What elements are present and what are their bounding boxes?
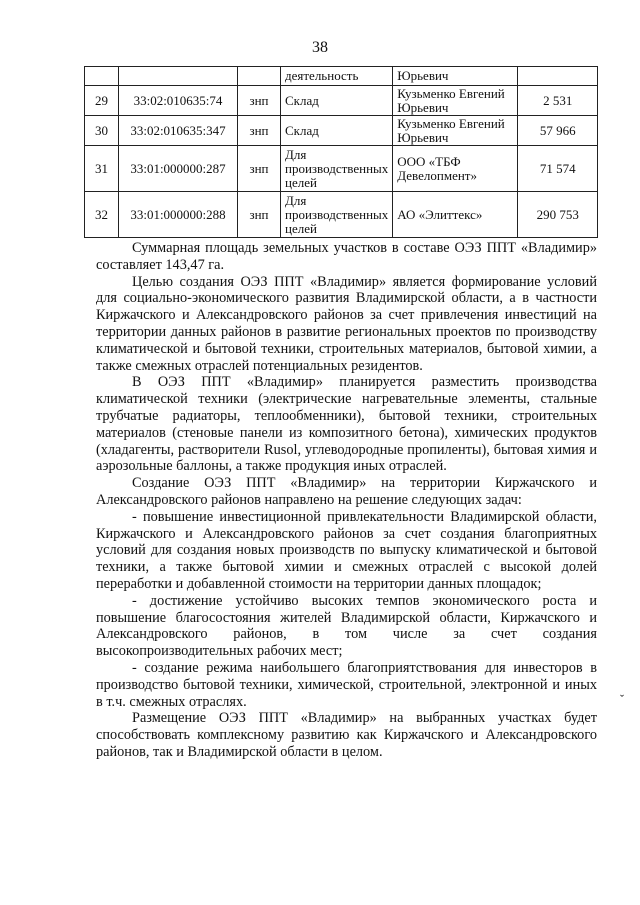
purpose-paragraph: Целью создания ОЭЗ ППТ «Владимир» является формирование условий для социально-экономического развития Владимирской области, а в частности Киржачского и Александровского районов за счет привлечения инвестиций на территории данных районов в развитие региональных проектов по производству климатической и бытовой техники, строительных материалов, бытовой химии, а также смежных отраслей потенциальных резидентов.: [96, 273, 597, 374]
owner-cell: Кузьменко Евгений Юрьевич: [393, 86, 518, 116]
owner-cell: АО «Элиттекс»: [393, 192, 518, 238]
area-cell: 290 753: [518, 192, 598, 238]
cadastral-number-cell: [119, 67, 238, 86]
land-category-cell: знп: [238, 116, 281, 146]
page-number: 38: [312, 39, 328, 56]
document-body: [96, 240, 597, 761]
land-category-cell: [238, 67, 281, 86]
permitted-use-cell: Для производственных целей: [281, 192, 393, 238]
row-number-cell: 31: [85, 146, 119, 192]
table-row: [85, 67, 598, 86]
area-cell: 71 574: [518, 146, 598, 192]
permitted-use-cell: Для производственных целей: [281, 146, 393, 192]
objective-growth-paragraph: - достижение устойчиво высоких темпов экономического роста и повышение благосостояния жителей Владимирской области, Киржачского и Александровского районов, в том числе за счет создания высокопроизводительных рабочих мест;: [96, 592, 597, 660]
table-row: [85, 86, 598, 116]
land-category-cell: знп: [238, 86, 281, 116]
owner-cell: ООО «ТБФ Девелопмент»: [393, 146, 518, 192]
permitted-use-cell: Склад: [281, 116, 393, 146]
land-category-cell: знп: [238, 146, 281, 192]
cadastral-number-cell: 33:02:010635:74: [119, 86, 238, 116]
owner-cell: Юрьевич: [393, 67, 518, 86]
table-row: [85, 116, 598, 146]
permitted-use-cell: деятельность: [281, 67, 393, 86]
table-row: [85, 192, 598, 238]
row-number-cell: [85, 67, 119, 86]
objective-regime-paragraph: - создание режима наибольшего благоприятствования для инвесторов в производство бытовой техники, химической, строительной, электронной и иных в т.ч. смежных отраслях.: [96, 659, 597, 710]
land-plots-table: [84, 66, 598, 238]
area-cell: 2 531: [518, 86, 598, 116]
row-number-cell: 30: [85, 116, 119, 146]
planned-production-paragraph: В ОЭЗ ППТ «Владимир» планируется разместить производства климатической техники (электрические нагревательные элементы, стальные трубчатые радиаторы, теплообменники), бытовой техники, строительных материалов (стеновые панели из композитного бетона), химических продуктов (хладагенты, растворители Rusol, углеводородные пропиленты), бытовая химия и аэрозольные баллоны, а также продукция иных отраслей.: [96, 374, 597, 475]
cadastral-number-cell: 33:02:010635:347: [119, 116, 238, 146]
permitted-use-cell: Склад: [281, 86, 393, 116]
row-number-cell: 29: [85, 86, 119, 116]
land-category-cell: знп: [238, 192, 281, 238]
objectives-intro-paragraph: Создание ОЭЗ ППТ «Владимир» на территории Киржачского и Александровского районов направлено на решение следующих задач:: [96, 475, 597, 508]
margin-mark: ˇ: [620, 692, 624, 706]
cadastral-number-cell: 33:01:000000:287: [119, 146, 238, 192]
row-number-cell: 32: [85, 192, 119, 238]
owner-cell: Кузьменко Евгений Юрьевич: [393, 116, 518, 146]
table-row: [85, 146, 598, 192]
area-cell: [518, 67, 598, 86]
area-cell: 57 966: [518, 116, 598, 146]
objective-investment-paragraph: - повышение инвестиционной привлекательности Владимирской области, Киржачского и Александровского районов за счет создания благоприятных условий для создания новых производств по выпуску климатической и бытовой техники, а также бытовой химии и смежных отраслей с высокой долей переработки и добавленной стоимости на территории данных площадок;: [96, 508, 597, 592]
conclusion-paragraph: Размещение ОЭЗ ППТ «Владимир» на выбранных участках будет способствовать комплексному развитию как Киржачского и Александровского районов, так и Владимирской области в целом.: [96, 710, 597, 760]
cadastral-number-cell: 33:01:000000:288: [119, 192, 238, 238]
total-area-paragraph: Суммарная площадь земельных участков в составе ОЭЗ ППТ «Владимир» составляет 143,47 га.: [96, 240, 597, 273]
